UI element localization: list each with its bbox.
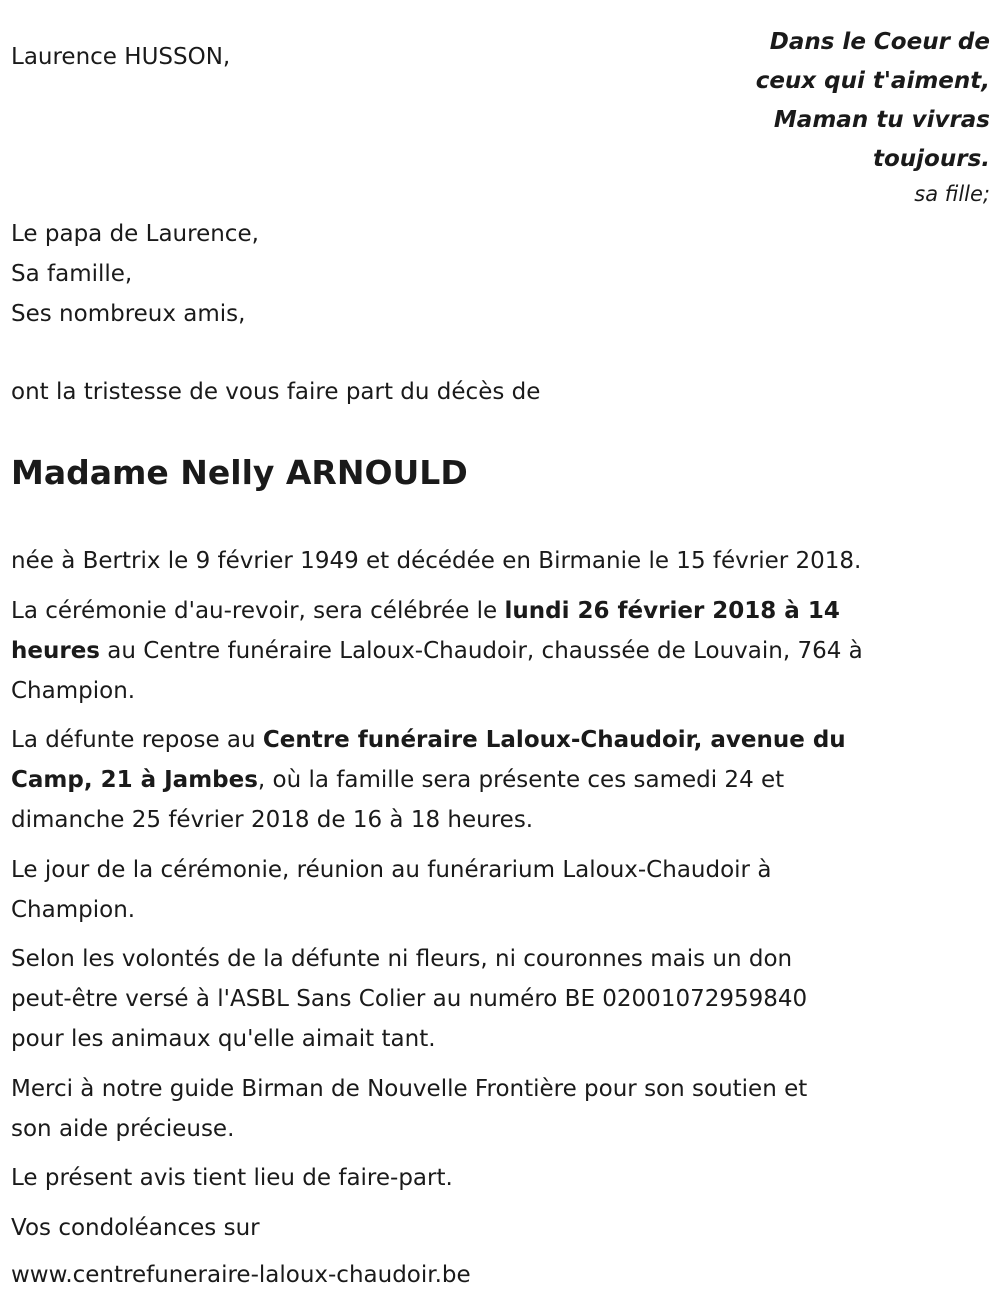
birth-death-paragraph: née à Bertrix le 9 février 1949 et décédée en Birmanie le 15 février 2018. <box>11 548 862 574</box>
ceremony-city: Champion. <box>11 677 136 704</box>
rest-location: Centre funéraire Laloux-Chaudoir, avenue du <box>262 727 846 753</box>
meeting-line: Champion. <box>11 896 136 923</box>
quote-attribution: sa fille; <box>914 182 990 206</box>
notice-paragraph: Le présent avis tient lieu de faire-part. <box>11 1165 453 1191</box>
rest-address: Camp, 21 à Jambes <box>11 767 258 793</box>
ceremony-text: La cérémonie d'au-revoir, sera célébrée le <box>11 597 505 624</box>
ceremony-location: au Centre funéraire Laloux-Chaudoir, chaussée de Louvain, 764 à <box>99 637 863 664</box>
rest-paragraph <box>11 720 986 840</box>
meeting-line: Le jour de la cérémonie, réunion au funérarium Laloux-Chaudoir à <box>11 856 772 883</box>
announcement-intro: ont la tristesse de vous faire part du décès de <box>11 379 541 405</box>
donation-line: pour les animaux qu'elle aimait tant. <box>11 1026 436 1052</box>
rest-hours: dimanche 25 février 2018 de 16 à 18 heures. <box>11 807 534 833</box>
quote-line: ceux qui t'aiment, <box>755 68 990 94</box>
ceremony-paragraph <box>11 591 986 711</box>
quote-line: toujours. <box>873 146 990 172</box>
family-line: Sa famille, <box>11 261 133 287</box>
ceremony-time: heures <box>11 637 100 664</box>
website-link[interactable]: www.centrefuneraire-laloux-chaudoir.be <box>11 1262 471 1288</box>
thanks-paragraph <box>11 1069 986 1149</box>
meeting-paragraph <box>11 850 986 930</box>
recipient-line: Laurence HUSSON, <box>11 44 231 70</box>
donation-paragraph <box>11 939 986 1059</box>
donation-line: Selon les volontés de la défunte ni fleurs, ni couronnes mais un don <box>11 946 793 972</box>
family-line: Le papa de Laurence, <box>11 221 259 247</box>
ceremony-date: lundi 26 février 2018 à 14 <box>504 597 840 624</box>
quote-block <box>700 23 990 179</box>
rest-text: La défunte repose au <box>11 727 263 753</box>
quote-line: Maman tu vivras <box>773 107 990 133</box>
thanks-line: son aide précieuse. <box>11 1115 235 1142</box>
donation-line: peut-être versé à l'ASBL Sans Colier au numéro BE 02001072959840 <box>11 986 808 1012</box>
obituary-body <box>11 541 986 1257</box>
deceased-name: Madame Nelly ARNOULD <box>11 453 468 492</box>
quote-line: Dans le Coeur de <box>769 29 990 55</box>
thanks-line: Merci à notre guide Birman de Nouvelle Frontière pour son soutien et <box>11 1075 808 1102</box>
condolences-paragraph: Vos condoléances sur <box>11 1214 260 1241</box>
family-line: Ses nombreux amis, <box>11 301 246 327</box>
rest-visiting: , où la famille sera présente ces samedi 24 et <box>257 767 785 793</box>
family-list <box>11 214 259 334</box>
